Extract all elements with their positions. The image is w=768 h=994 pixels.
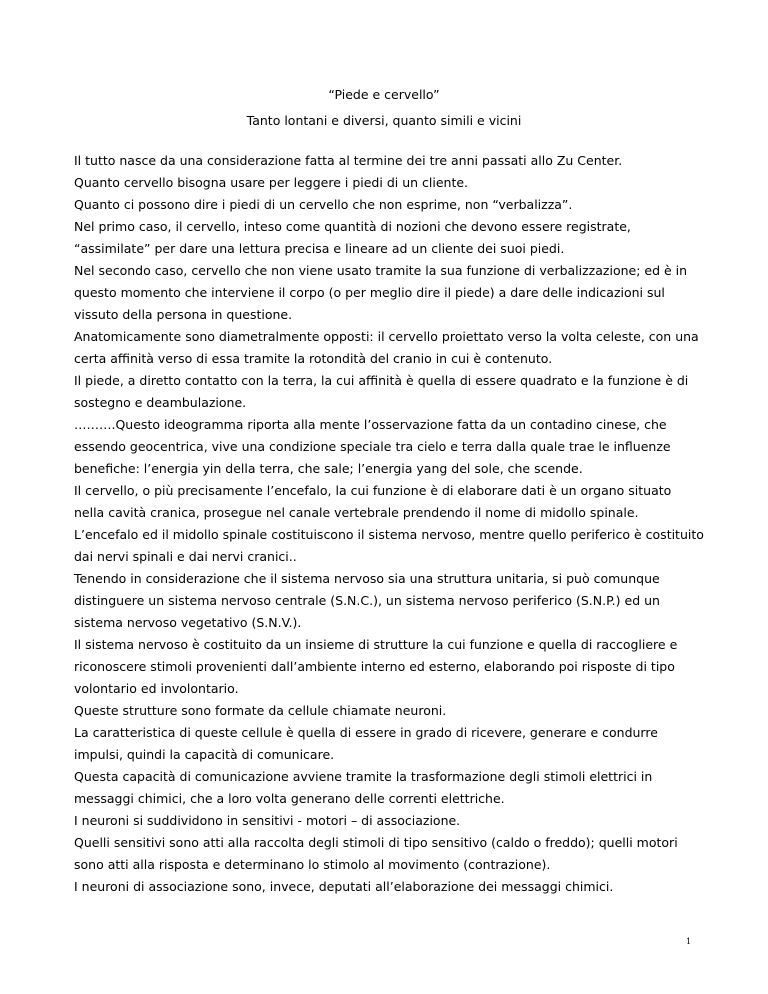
paragraph: La caratteristica di queste cellule è quella di essere in grado di ricevere, generare e condurre impulsi, quindi la capacità di comunicare.: [74, 725, 658, 762]
paragraph: Anatomicamente sono diametralmente opposti: il cervello proiettato verso la volta celeste, con una certa affinità verso di essa tramite la rotondità del cranio in cui è contenuto.: [74, 329, 699, 366]
paragraph: I neuroni di associazione sono, invece, deputati all’elaborazione dei messaggi chimici.: [74, 879, 614, 894]
paragraph: Queste strutture sono formate da cellule chiamate neuroni.: [74, 703, 447, 718]
paragraph: Il cervello, o più precisamente l’encefalo, la cui funzione è di elaborare dati è un organo situato nella cavità cranica, prosegue nel canale vertebrale prendendo il nome di midollo spinale.: [74, 483, 672, 520]
document-title: “Piede e cervello”: [328, 87, 440, 102]
paragraph: Il tutto nasce da una considerazione fatta al termine dei tre anni passati allo Zu Center.: [74, 153, 623, 168]
paragraph: Quanto cervello bisogna usare per leggere i piedi di un cliente.: [74, 175, 469, 190]
paragraph: I neuroni si suddividono in sensitivi - motori – di associazione.: [74, 813, 461, 828]
paragraph: Nel primo caso, il cervello, inteso come quantità di nozioni che devono essere registrate, “assimilate” per dare una lettura precisa e lineare ad un cliente dei suoi piedi.: [74, 219, 631, 256]
paragraph: Tenendo in considerazione che il sistema nervoso sia una struttura unitaria, si può comunque distinguere un sistema nervoso centrale (S.N.C.), un sistema nervoso periferico (S.N.P.) ed un sistema nervoso vegetativo (S.N.V.).: [74, 571, 660, 630]
paragraph: Questa capacità di comunicazione avviene tramite la trasformazione degli stimoli elettrici in messaggi chimici, che a loro volta generano delle correnti elettriche.: [74, 769, 653, 806]
paragraph: Il piede, a diretto contatto con la terra, la cui affinità è quella di essere quadrato e la funzione è di sostegno e deambulazione.: [74, 373, 689, 410]
paragraph: ……….Questo ideogramma riporta alla mente l’osservazione fatta da un contadino cinese, che essendo geocentrica, vive una condizione speciale tra cielo e terra dalla quale trae le influenze benefiche: l’energia yin della terra, che sale; l’energia yang del sole, che scende.: [74, 417, 671, 476]
paragraph: Il sistema nervoso è costituito da un insieme di strutture la cui funzione e quella di raccogliere e riconoscere stimoli provenienti dall’ambiente interno ed esterno, elaborando poi risposte di tipo volontario ed involontario.: [74, 637, 678, 696]
document-subtitle: Tanto lontani e diversi, quanto simili e vicini: [246, 113, 522, 128]
page-number: 1: [686, 937, 692, 946]
document-body: [74, 150, 704, 898]
paragraph: Quelli sensitivi sono atti alla raccolta degli stimoli di tipo sensitivo (caldo o freddo); quelli motori sono atti alla risposta e determinano lo stimolo al movimento (contrazione).: [74, 835, 678, 872]
paragraph: Nel secondo caso, cervello che non viene usato tramite la sua funzione di verbalizzazione; ed è in questo momento che interviene il corpo (o per meglio dire il piede) a dare delle indicazioni sul vissuto della persona in questione.: [74, 263, 688, 322]
paragraph: L’encefalo ed il midollo spinale costituiscono il sistema nervoso, mentre quello periferico è costituito dai nervi spinali e dai nervi cranici..: [74, 527, 704, 564]
paragraph: Quanto ci possono dire i piedi di un cervello che non esprime, non “verbalizza”.: [74, 197, 573, 212]
